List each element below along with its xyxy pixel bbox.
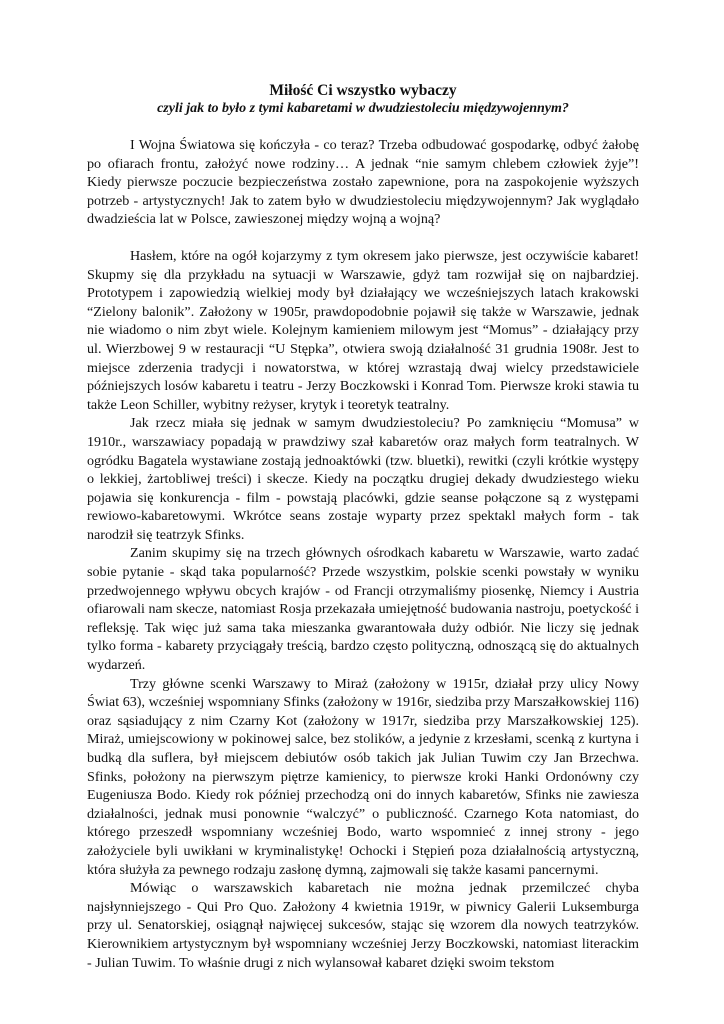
paragraph-three-stages: Trzy główne scenki Warszawy to Miraż (założony w 1915r, działał przy ulicy Nowy Świat 63), wcześniej wspomniany Sfinks (założony w 1916r, siedziba przy Marszałkowskiej 116) oraz sąsiadujący z nim Czarny Kot (założony w 1917r, siedziba przy Marszałkowskiej 125). Miraż, umiejscowiony w pokinowej salce, bez stolików, a jedynie z krzesłami, scenką z kurtyna i budką dla suflera, był miejscem debiutów osób takich jak Julian Tuwim czy Jan Brzechwa. Sfinks, położony na pierwszym piętrze kamienicy, to pierwsze kroki Hanki Ordonówny czy Eugeniusza Bodo. Kiedy rok później przechodzą oni do innych kabaretów, Sfinks nie zawiesza działalności, jednak musi ponownie “walczyć” o publiczność. Czarnego Kota natomiast, do którego przeszedł wspomniany wcześniej Bodo, warto wspomnieć z innej strony - jego założyciele byli uwikłani w kryminalistykę! Ochocki i Stępień poza działalnością artystyczną, która służyła za pewnego rodzaju zasłonę dymną, zajmowali się także kasami pancernymi. [87,675,639,878]
paragraph-kabaret-origins: Hasłem, które na ogół kojarzymy z tym okresem jako pierwsze, jest oczywiście kabaret! Skupmy się dla przykładu na sytuacji w Warszawie, gdyż tam rozwijał się on najbardziej. Prototypem i zapowiedzią wielkiej mody był działający we wcześniejszych latach krakowski “Zielony balonik”. Założony w 1905r, prawdopodobnie pojawił się także w Warszawie, jednak nie wiadomo o nim zbyt wiele. Kolejnym kamieniem milowym jest “Momus” - działający przy ul. Wierzbowej 9 w restauracji “U Stępka”, otwiera swoją działalność 31 grudnia 1908r. Jest to miejsce zderzenia tradycji i nowatorstwa, w której wzrastają dwaj wielcy przedstawiciele późniejszych losów kabaretu i teatru - Jerzy Boczkowski i Konrad Tom. Pierwsze kroki stawia tu także Leon Schiller, wybitny reżyser, krytyk i teoretyk teatralny. [87,247,639,413]
document-subtitle: czyli jak to było z tymi kabaretami w dwudziestoleciu międzywojennym? [157,101,569,116]
paragraph-intro: I Wojna Światowa się kończyła - co teraz? Trzeba odbudować gospodarkę, odbyć żałobę po ofiarach frontu, założyć nowe rodziny… A jednak “nie samym chlebem człowiek żyje”! Kiedy pierwsze poczucie bezpieczeństwa zostało zapewnione, pora na zaspokojenie wyższych potrzeb - artystycznych! Jak to zatem było w dwudziestoleciu międzywojennym? Jak wyglądało dwadzieścia lat w Polsce, zawieszonej między wojną a wojną? [87,137,639,228]
paragraph-interwar-boom: Jak rzecz miała się jednak w samym dwudziestoleciu? Po zamknięciu “Momusa” w 1910r., warszawiacy popadają w prawdziwy szał kabaretów oraz małych form teatralnych. W ogródku Bagatela wystawiane zostają jednoaktówki (tzw. bluetki), rewitki (czyli krótkie występy o lekkiej, żartobliwej treści) i skecze. Kiedy na początku drugiej dekady dwudziestego wieku pojawia się konkurencja - film - powstają placówki, gdzie seanse połączone są z występami rewiowo-kabaretowymi. Wkrótce seans zostaje wyparty przez spektakl małych form - tak narodził się teatrzyk Sfinks. [87,415,639,543]
document-page [87,82,639,972]
document-title: Miłość Ci wszystko wybaczy [269,82,457,99]
paragraph-popularity: Zanim skupimy się na trzech głównych ośrodkach kabaretu w Warszawie, warto zadać sobie pytanie - skąd taka popularność? Przede wszystkim, polskie scenki powstały w wyniku przedwojennego wpływu obcych krajów - od Francji otrzymaliśmy piosenkę, Niemcy i Austria ofiarowali nam skecze, natomiast Rosja przekazała umiejętność budowania nastroju, poetyckość i refleksję. Tak więc już sama taka mieszanka gwarantowała duży odbiór. Nie liczy się jednak tylko forma - kabarety przyciągały treścią, bardzo często polityczną, odnoszącą się do aktualnych wydarzeń. [87,545,639,674]
paragraph-qui-pro-quo: Mówiąc o warszawskich kabaretach nie można jednak przemilczeć chyba najsłynniejszego - Qui Pro Quo. Założony 4 kwietnia 1919r, w piwnicy Galerii Luksemburga przy ul. Senatorskiej, osiągnął najwięcej sukcesów, stając się wzorem dla nowych teatrzyków. Kierownikiem artystycznym był wspomniany wcześniej Jerzy Boczkowski, natomiast literackim - Julian Tuwim. To właśnie drugi z nich wylansował kabaret dzięki swoim tekstom [87,880,639,971]
